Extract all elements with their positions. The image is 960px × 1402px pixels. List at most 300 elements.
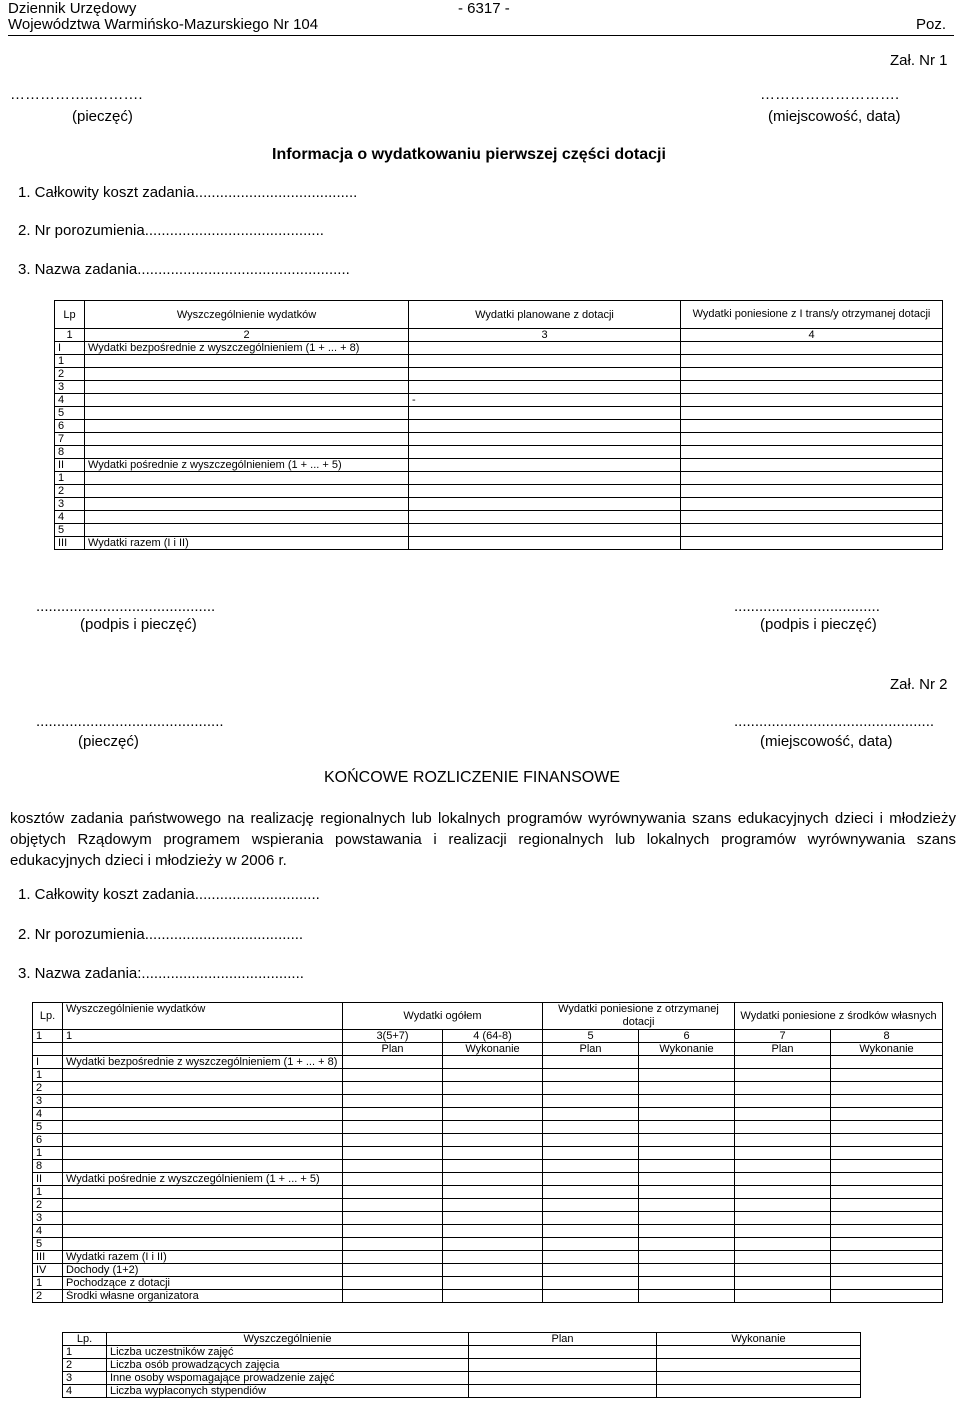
row-value (443, 1238, 543, 1251)
signature-dots-left-1: ........................................... (36, 598, 216, 615)
table-number-row (55, 329, 943, 342)
table-row (55, 381, 943, 394)
row-value (543, 1264, 639, 1277)
num-col-5: 5 (543, 1030, 639, 1043)
row-value (343, 1056, 443, 1069)
row-value (543, 1238, 639, 1251)
row-value (735, 1199, 831, 1212)
row-value (543, 1160, 639, 1173)
row-value (543, 1277, 639, 1290)
row-value (831, 1082, 943, 1095)
row-value (543, 1069, 639, 1082)
row-value (543, 1082, 639, 1095)
row-value (343, 1121, 443, 1134)
row-value (443, 1095, 543, 1108)
row-planned (409, 511, 681, 524)
row-plan (469, 1359, 657, 1372)
table-row (63, 1372, 861, 1385)
num-col-7: 7 (735, 1030, 831, 1043)
row-desc: Wydatki bezpośrednie z wyszczególnieniem (1 + ... + 8) (63, 1056, 343, 1069)
table-row (33, 1186, 943, 1199)
row-spent (681, 368, 943, 381)
row-value (735, 1108, 831, 1121)
row-value (343, 1238, 443, 1251)
row-desc (85, 407, 409, 420)
row-lp: 5 (33, 1238, 63, 1251)
table-row (55, 433, 943, 446)
row-value (443, 1147, 543, 1160)
row-value (443, 1160, 543, 1173)
row-lp: 2 (55, 368, 85, 381)
att2-item-1: 1. Całkowity koszt zadania.............................. (18, 886, 320, 903)
row-value (831, 1095, 943, 1108)
row-value (343, 1173, 443, 1186)
row-lp: 8 (55, 446, 85, 459)
row-lp: 1 (33, 1277, 63, 1290)
row-value (443, 1251, 543, 1264)
header-total: Wydatki ogółem (343, 1003, 543, 1030)
row-value (343, 1251, 443, 1264)
place-label-1: (miejscowość, data) (768, 108, 901, 125)
row-planned (409, 485, 681, 498)
table-row (63, 1359, 861, 1372)
row-planned: - (409, 394, 681, 407)
row-value (443, 1069, 543, 1082)
header-grant: Wydatki poniesione z otrzymanej dotacji (543, 1003, 735, 1030)
position-label: Poz. (916, 16, 947, 33)
row-value (543, 1108, 639, 1121)
row-value (735, 1069, 831, 1082)
row-planned (409, 368, 681, 381)
row-execution (657, 1346, 861, 1359)
header-lp: Lp. (63, 1333, 107, 1346)
row-desc (63, 1186, 343, 1199)
num-col-3: 3(5+7) (343, 1030, 443, 1043)
row-value (831, 1251, 943, 1264)
row-value (639, 1121, 735, 1134)
row-value (543, 1147, 639, 1160)
row-lp: II (55, 459, 85, 472)
row-lp: 3 (33, 1095, 63, 1108)
row-value (735, 1264, 831, 1277)
row-value (443, 1082, 543, 1095)
row-value (443, 1290, 543, 1303)
att2-item-3: 3. Nazwa zadania:....................................... (18, 965, 304, 982)
stamp-label-1: (pieczęć) (72, 108, 133, 125)
row-desc (63, 1199, 343, 1212)
row-lp: 4 (55, 394, 85, 407)
num-1: 1 (55, 329, 85, 342)
row-value (343, 1264, 443, 1277)
row-value (831, 1225, 943, 1238)
row-planned (409, 420, 681, 433)
header-desc: Wyszczególnienie wydatków (63, 1003, 343, 1030)
row-planned (409, 459, 681, 472)
row-value (343, 1277, 443, 1290)
row-desc: Liczba osób prowadzących zajęcia (107, 1359, 469, 1372)
row-spent (681, 524, 943, 537)
row-lp: 6 (55, 420, 85, 433)
row-value (831, 1290, 943, 1303)
header-lp: Lp (55, 301, 85, 329)
row-value (735, 1082, 831, 1095)
row-value (831, 1186, 943, 1199)
row-desc (85, 498, 409, 511)
row-lp: 1 (55, 355, 85, 368)
row-lp: 4 (33, 1108, 63, 1121)
attachment-1-label: Zał. Nr 1 (890, 52, 948, 69)
row-desc: Wydatki bezpośrednie z wyszczególnieniem (1 + ... + 8) (85, 342, 409, 355)
row-desc (85, 524, 409, 537)
header-execution: Wykonanie (657, 1333, 861, 1346)
row-planned (409, 342, 681, 355)
row-value (639, 1147, 735, 1160)
row-lp: 5 (55, 524, 85, 537)
row-planned (409, 498, 681, 511)
row-desc (85, 472, 409, 485)
table-row (33, 1199, 943, 1212)
row-planned (409, 407, 681, 420)
table-row (63, 1385, 861, 1398)
table-number-row (33, 1030, 943, 1043)
row-plan (469, 1346, 657, 1359)
row-value (639, 1082, 735, 1095)
row-spent (681, 498, 943, 511)
row-planned (409, 524, 681, 537)
att1-item-2: 2. Nr porozumienia........................................... (18, 222, 324, 239)
table-row (55, 511, 943, 524)
row-value (639, 1069, 735, 1082)
sub-empty (63, 1043, 343, 1056)
row-desc (63, 1160, 343, 1173)
row-lp: 1 (63, 1346, 107, 1359)
row-value (543, 1212, 639, 1225)
row-desc (85, 446, 409, 459)
row-value (343, 1134, 443, 1147)
row-value (639, 1212, 735, 1225)
row-plan (469, 1385, 657, 1398)
header-lp: Lp. (33, 1003, 63, 1030)
row-lp: 3 (33, 1212, 63, 1225)
row-spent (681, 511, 943, 524)
row-lp: 8 (33, 1160, 63, 1173)
table-row (63, 1346, 861, 1359)
table-row (55, 459, 943, 472)
row-desc (63, 1225, 343, 1238)
table-row (55, 420, 943, 433)
row-value (543, 1173, 639, 1186)
row-lp: 4 (55, 511, 85, 524)
num-col-1: 1 (33, 1030, 63, 1043)
row-lp: 3 (55, 381, 85, 394)
row-value (443, 1264, 543, 1277)
row-value (639, 1199, 735, 1212)
row-desc: Pochodzące z dotacji (63, 1277, 343, 1290)
row-value (735, 1290, 831, 1303)
row-spent (681, 433, 943, 446)
row-desc (63, 1212, 343, 1225)
row-lp: 5 (55, 407, 85, 420)
table-row (33, 1147, 943, 1160)
row-lp: 4 (63, 1385, 107, 1398)
stamp-dots-1: ……………..………. (10, 86, 143, 103)
num-4: 4 (681, 329, 943, 342)
row-value (831, 1160, 943, 1173)
row-desc (85, 433, 409, 446)
row-value (343, 1212, 443, 1225)
row-value (443, 1225, 543, 1238)
row-spent (681, 446, 943, 459)
row-spent (681, 355, 943, 368)
row-value (831, 1108, 943, 1121)
row-value (735, 1225, 831, 1238)
row-value (735, 1186, 831, 1199)
row-value (343, 1160, 443, 1173)
row-desc: Liczba uczestników zajęć (107, 1346, 469, 1359)
row-desc (85, 355, 409, 368)
row-value (831, 1121, 943, 1134)
row-value (831, 1056, 943, 1069)
table-row (55, 446, 943, 459)
att1-expense-table (54, 300, 943, 550)
journal-subtitle: Województwa Warmińsko-Mazurskiego Nr 104 (8, 16, 319, 33)
num-col-2: 1 (63, 1030, 343, 1043)
participants-table (62, 1332, 861, 1398)
table-row (33, 1082, 943, 1095)
row-lp: 3 (63, 1372, 107, 1385)
row-planned (409, 446, 681, 459)
table-row (55, 537, 943, 550)
table-header-row (33, 1003, 943, 1030)
row-spent (681, 537, 943, 550)
page-number: - 6317 - (458, 0, 510, 17)
row-value (639, 1173, 735, 1186)
row-desc: Środki własne organizatora (63, 1290, 343, 1303)
table-row (33, 1290, 943, 1303)
table-row (33, 1238, 943, 1251)
table-row (33, 1121, 943, 1134)
row-value (831, 1212, 943, 1225)
att2-settlement-table (32, 1002, 943, 1303)
row-spent (681, 420, 943, 433)
row-desc (85, 511, 409, 524)
row-lp: 1 (33, 1147, 63, 1160)
table-row (55, 342, 943, 355)
row-desc (85, 368, 409, 381)
row-planned (409, 472, 681, 485)
row-lp: 7 (55, 433, 85, 446)
row-execution (657, 1372, 861, 1385)
row-value (639, 1225, 735, 1238)
row-desc: Wydatki pośrednie z wyszczególnieniem (1 + ... + 5) (85, 459, 409, 472)
sub-execution: Wykonanie (831, 1043, 943, 1056)
header-desc: Wyszczególnienie wydatków (85, 301, 409, 329)
att1-item-3: 3. Nazwa zadania................................................... (18, 261, 350, 278)
row-lp: 1 (33, 1186, 63, 1199)
row-value (343, 1108, 443, 1121)
row-spent (681, 459, 943, 472)
row-planned (409, 537, 681, 550)
row-value (639, 1160, 735, 1173)
table-row (33, 1251, 943, 1264)
sub-execution: Wykonanie (443, 1043, 543, 1056)
table-row (55, 524, 943, 537)
table-row (55, 368, 943, 381)
row-value (343, 1095, 443, 1108)
row-desc (85, 420, 409, 433)
row-value (343, 1199, 443, 1212)
row-value (831, 1238, 943, 1251)
row-desc (63, 1095, 343, 1108)
table-header-row (55, 301, 943, 329)
signature-label-right-1: (podpis i pieczęć) (760, 616, 877, 633)
row-value (735, 1160, 831, 1173)
row-desc (63, 1134, 343, 1147)
table-row (33, 1173, 943, 1186)
row-value (443, 1277, 543, 1290)
row-value (831, 1173, 943, 1186)
row-spent (681, 485, 943, 498)
table-row (33, 1225, 943, 1238)
row-desc (63, 1069, 343, 1082)
row-desc (85, 485, 409, 498)
row-value (443, 1108, 543, 1121)
row-value (639, 1290, 735, 1303)
row-value (343, 1290, 443, 1303)
att2-item-2: 2. Nr porozumienia...................................... (18, 926, 304, 943)
place-label-2: (miejscowość, data) (760, 733, 893, 750)
row-value (443, 1186, 543, 1199)
header-divider (8, 35, 954, 36)
row-spent (681, 407, 943, 420)
row-value (543, 1225, 639, 1238)
row-value (343, 1186, 443, 1199)
table-row (33, 1277, 943, 1290)
stamp-label-2: (pieczęć) (78, 733, 139, 750)
row-desc (63, 1238, 343, 1251)
row-desc: Inne osoby wspomagające prowadzenie zajęć (107, 1372, 469, 1385)
row-value (831, 1134, 943, 1147)
row-desc (85, 394, 409, 407)
row-value (543, 1056, 639, 1069)
sub-empty (33, 1043, 63, 1056)
sub-plan: Plan (735, 1043, 831, 1056)
num-3: 3 (409, 329, 681, 342)
row-planned (409, 355, 681, 368)
row-value (831, 1277, 943, 1290)
row-lp: 1 (55, 472, 85, 485)
row-lp: 2 (33, 1199, 63, 1212)
row-lp: 2 (55, 485, 85, 498)
row-lp: 6 (33, 1134, 63, 1147)
row-execution (657, 1385, 861, 1398)
row-lp: I (33, 1056, 63, 1069)
row-desc: Wydatki razem (I i II) (85, 537, 409, 550)
row-desc: Wydatki razem (I i II) (63, 1251, 343, 1264)
table-row (33, 1069, 943, 1082)
row-value (343, 1147, 443, 1160)
row-desc: Wydatki pośrednie z wyszczególnieniem (1 + ... + 5) (63, 1173, 343, 1186)
row-value (831, 1264, 943, 1277)
row-desc (63, 1121, 343, 1134)
row-plan (469, 1372, 657, 1385)
row-value (639, 1277, 735, 1290)
row-value (343, 1225, 443, 1238)
row-lp: 2 (33, 1290, 63, 1303)
row-value (831, 1069, 943, 1082)
row-lp: 2 (33, 1082, 63, 1095)
row-value (639, 1056, 735, 1069)
row-lp: IV (33, 1264, 63, 1277)
row-lp: II (33, 1173, 63, 1186)
row-lp: 3 (55, 498, 85, 511)
row-value (735, 1095, 831, 1108)
journal-title: Dziennik Urzędowy (8, 0, 137, 17)
row-value (735, 1251, 831, 1264)
row-value (543, 1290, 639, 1303)
row-desc: Liczba wypłaconych stypendiów (107, 1385, 469, 1398)
row-value (831, 1199, 943, 1212)
table-row (33, 1160, 943, 1173)
att1-item-1: 1. Całkowity koszt zadania....................................... (18, 184, 358, 201)
row-desc (63, 1108, 343, 1121)
row-value (443, 1212, 543, 1225)
row-value (735, 1121, 831, 1134)
table-row (33, 1095, 943, 1108)
row-value (831, 1147, 943, 1160)
table-row (55, 355, 943, 368)
row-spent (681, 394, 943, 407)
row-value (735, 1147, 831, 1160)
row-value (443, 1199, 543, 1212)
row-execution (657, 1359, 861, 1372)
row-value (639, 1108, 735, 1121)
row-value (639, 1134, 735, 1147)
header-own-funds: Wydatki poniesione z środków własnych (735, 1003, 943, 1030)
row-lp: III (33, 1251, 63, 1264)
table-header-row (63, 1333, 861, 1346)
row-value (639, 1095, 735, 1108)
row-planned (409, 381, 681, 394)
table-row (33, 1056, 943, 1069)
header-planned: Wydatki planowane z dotacji (409, 301, 681, 329)
row-value (343, 1082, 443, 1095)
attachment-1-title: Informacja o wydatkowaniu pierwszej części dotacji (272, 146, 666, 163)
attachment-2-label: Zał. Nr 2 (890, 676, 948, 693)
row-spent (681, 381, 943, 394)
header-desc: Wyszczególnienie (107, 1333, 469, 1346)
row-desc (63, 1147, 343, 1160)
header-plan: Plan (469, 1333, 657, 1346)
row-lp: I (55, 342, 85, 355)
signature-dots-right-1: ................................... (734, 598, 880, 615)
row-value (443, 1134, 543, 1147)
attachment-2-title: KOŃCOWE ROZLICZENIE FINANSOWE (324, 769, 621, 786)
row-value (735, 1056, 831, 1069)
row-value (639, 1251, 735, 1264)
sub-plan: Plan (343, 1043, 443, 1056)
num-col-6: 6 (639, 1030, 735, 1043)
table-row (33, 1134, 943, 1147)
place-dots-2: ................................................ (734, 713, 935, 730)
table-row (33, 1212, 943, 1225)
table-row (33, 1108, 943, 1121)
row-lp: 4 (33, 1225, 63, 1238)
row-lp: 1 (33, 1069, 63, 1082)
row-planned (409, 433, 681, 446)
table-row (55, 394, 943, 407)
settlement-paragraph: kosztów zadania państwowego na realizację regionalnych lub lokalnych programów wyrównywania szans edukacyjnych dzieci i młodzieży objętych Rządowym programem wspierania powstawania i realizacji regionalnych lub lokalnych programów wyrównywania szans edukacyjnych dzieci i młodzieży w 2006 r. (10, 810, 956, 869)
